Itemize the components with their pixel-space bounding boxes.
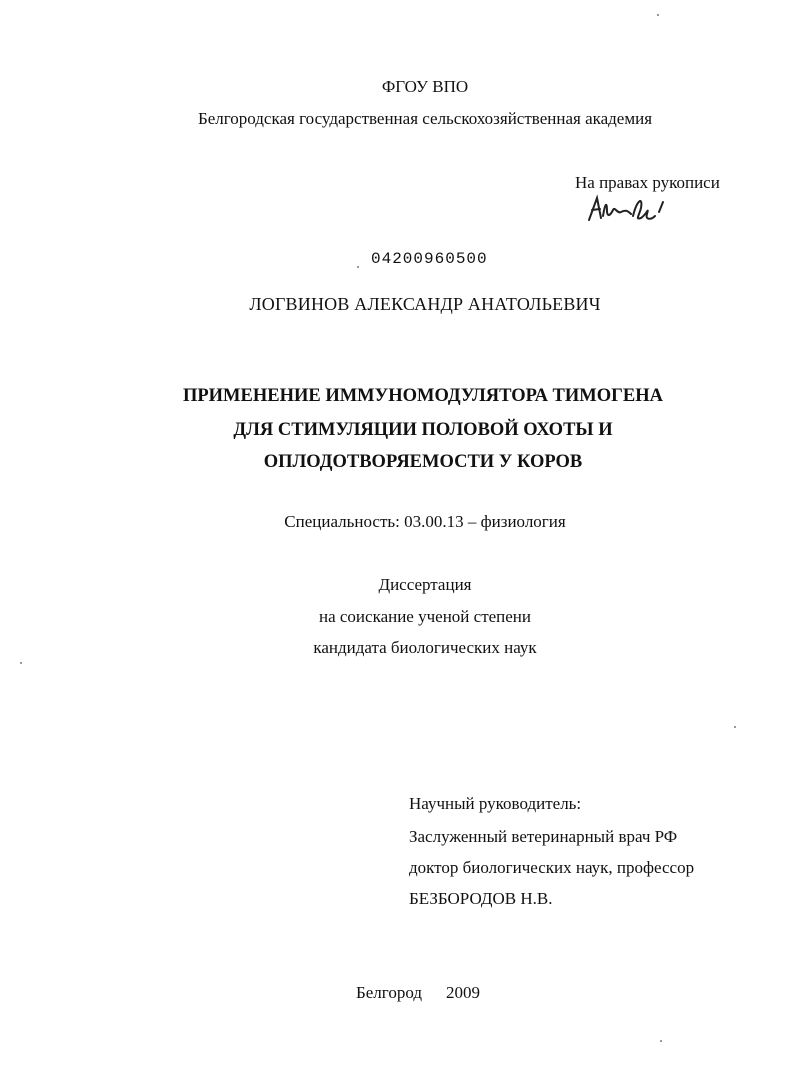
degree-line-3: кандидата биологических наук [313,638,537,657]
title-line-1: ПРИМЕНЕНИЕ ИММУНОМОДУЛЯТОРА ТИМОГЕНА [182,386,664,406]
academy-name: Белгородская государственная сельскохозяйственная академия [197,109,653,128]
degree-line-2: на соискание ученой степени [318,607,532,626]
scan-speck [20,662,22,664]
supervisor-name: БЕЗБОРОДОВ Н.В. [409,889,553,908]
degree-line-1: Диссертация [378,575,472,594]
rights-note: На правах рукописи [575,173,720,192]
author-name: ЛОГВИНОВ АЛЕКСАНДР АНАТОЛЬЕВИЧ [249,294,601,314]
scan-speck [734,726,736,728]
organization-header: ФГОУ ВПО [381,77,469,96]
specialty: Специальность: 03.00.13 – физиология [284,512,566,531]
supervisor-honor: Заслуженный ветеринарный врач РФ [409,827,678,846]
scan-speck [660,1040,662,1042]
title-line-3: ОПЛОДОТВОРЯЕМОСТИ У КОРОВ [263,452,583,472]
catalog-number: 04200960500 [371,250,488,268]
supervisor-heading: Научный руководитель: [409,794,582,813]
title-line-2: ДЛЯ СТИМУЛЯЦИИ ПОЛОВОЙ ОХОТЫ И [233,420,613,440]
scan-speck [357,266,359,268]
footer-year: 2009 [446,983,480,1002]
signature-icon [585,190,680,226]
footer-city: Белгород [356,983,422,1002]
scan-speck [657,14,659,16]
supervisor-degree: доктор биологических наук, профессор [409,858,695,877]
